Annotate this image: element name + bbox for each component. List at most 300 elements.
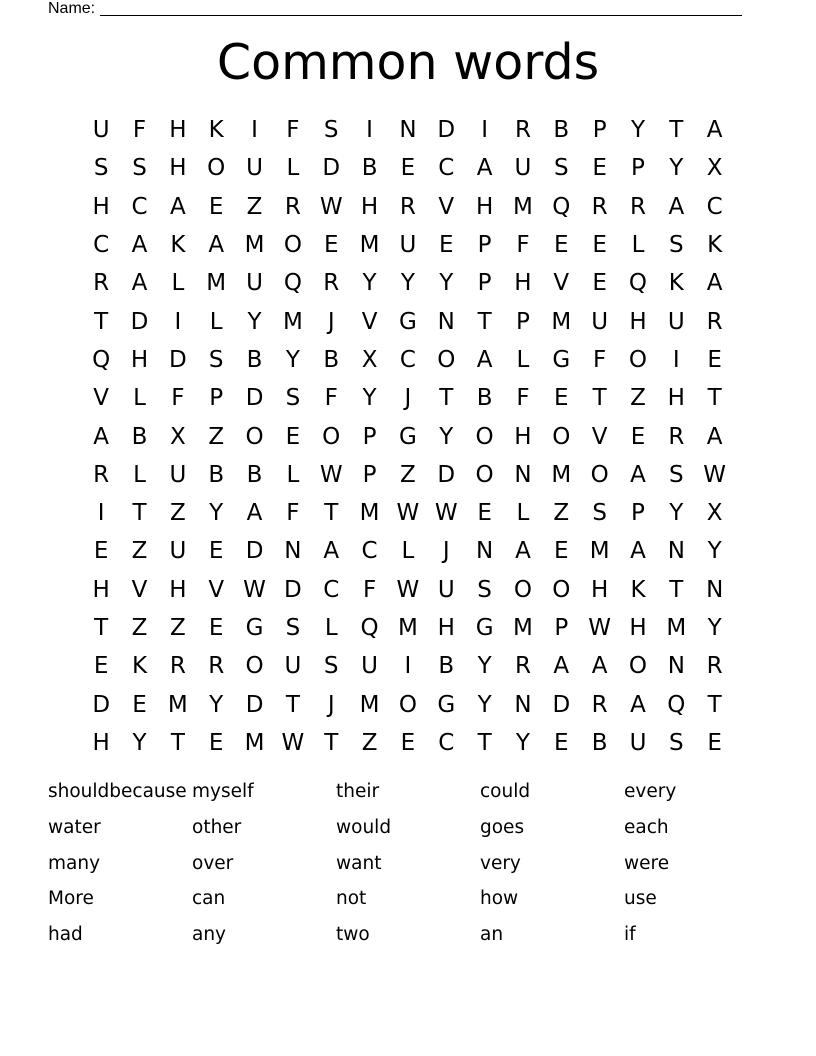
grid-letter[interactable]: D [130, 308, 149, 335]
grid-letter[interactable]: A [323, 538, 340, 565]
grid-letter[interactable]: W [319, 193, 343, 220]
grid-letter[interactable]: F [362, 576, 377, 603]
grid-letter[interactable]: O [437, 346, 456, 373]
grid-letter[interactable]: R [323, 270, 340, 297]
grid-letter[interactable]: Y [477, 653, 492, 680]
grid-letter[interactable]: H [514, 423, 532, 450]
grid-letter[interactable]: P [362, 423, 377, 450]
grid-letter[interactable]: C [438, 155, 455, 182]
grid-letter[interactable]: N [437, 308, 455, 335]
grid-letter[interactable]: T [477, 308, 492, 335]
grid-letter[interactable]: L [631, 232, 645, 259]
grid-letter[interactable]: A [668, 193, 685, 220]
grid-letter[interactable]: B [131, 423, 148, 450]
grid-letter[interactable]: U [246, 270, 263, 297]
grid-letter[interactable]: Z [400, 461, 416, 488]
grid-letter[interactable]: P [554, 615, 569, 641]
grid-letter[interactable]: A [131, 232, 148, 259]
grid-letter[interactable]: M [589, 538, 610, 565]
grid-letter[interactable]: A [706, 117, 723, 144]
grid-letter[interactable]: L [209, 308, 223, 335]
grid-letter[interactable]: I [404, 653, 412, 680]
grid-letter[interactable]: W [319, 461, 343, 488]
grid-letter[interactable]: O [513, 576, 532, 603]
grid-letter[interactable]: F [171, 385, 185, 412]
grid-letter[interactable]: Y [209, 691, 224, 718]
grid-letter[interactable]: T [592, 385, 607, 412]
grid-letter[interactable]: N [514, 461, 532, 488]
grid-letter[interactable]: Z [630, 385, 646, 412]
grid-letter[interactable]: A [553, 653, 570, 680]
grid-letter[interactable]: Y [209, 500, 224, 527]
grid-letter[interactable]: Z [131, 615, 148, 641]
grid-letter[interactable]: M [359, 500, 380, 527]
grid-letter[interactable]: V [438, 193, 455, 220]
grid-letter[interactable]: T [285, 691, 300, 718]
grid-letter[interactable]: V [93, 385, 110, 412]
grid-letter[interactable]: N [514, 691, 532, 718]
grid-letter[interactable]: A [208, 232, 225, 259]
grid-letter[interactable]: Y [630, 117, 646, 144]
grid-letter[interactable]: D [245, 385, 264, 412]
grid-letter[interactable]: O [283, 232, 302, 259]
grid-letter[interactable]: M [551, 308, 572, 335]
grid-letter[interactable]: U [284, 653, 302, 680]
grid-letter[interactable]: Y [285, 346, 300, 373]
grid-letter[interactable]: E [592, 270, 607, 297]
grid-letter[interactable]: K [707, 232, 723, 259]
grid-letter[interactable]: U [591, 308, 609, 335]
grid-letter[interactable]: F [516, 385, 530, 412]
grid-letter[interactable]: S [323, 653, 339, 680]
grid-letter[interactable]: D [552, 691, 571, 718]
grid-letter[interactable]: E [400, 155, 416, 182]
grid-letter[interactable]: C [399, 346, 416, 373]
grid-letter[interactable]: V [591, 423, 608, 450]
grid-letter[interactable]: Z [169, 500, 186, 527]
grid-letter[interactable]: A [706, 270, 723, 297]
grid-letter[interactable]: E [208, 193, 224, 220]
grid-letter[interactable]: E [132, 691, 147, 718]
grid-letter[interactable]: F [516, 232, 530, 259]
grid-letter[interactable]: O [628, 346, 648, 373]
grid-letter[interactable]: E [208, 615, 224, 641]
grid-letter[interactable]: Y [707, 615, 722, 641]
grid-letter[interactable]: O [245, 423, 264, 450]
grid-letter[interactable]: E [707, 346, 722, 373]
grid-letter[interactable]: P [516, 308, 530, 335]
grid-letter[interactable]: W [396, 500, 420, 527]
grid-letter[interactable]: F [593, 346, 607, 373]
grid-letter[interactable]: K [208, 117, 224, 144]
grid-letter[interactable]: H [92, 729, 110, 756]
grid-letter[interactable]: H [169, 576, 187, 603]
grid-letter[interactable]: W [434, 500, 458, 527]
grid-letter[interactable]: Y [439, 270, 454, 297]
grid-letter[interactable]: Q [283, 270, 302, 297]
grid-letter[interactable]: U [361, 653, 378, 680]
grid-letter[interactable]: U [246, 155, 263, 182]
grid-letter[interactable]: R [169, 653, 186, 680]
grid-letter[interactable]: V [131, 576, 148, 603]
grid-letter[interactable]: S [285, 385, 301, 412]
grid-letter[interactable]: O [628, 653, 648, 680]
grid-letter[interactable]: F [324, 385, 338, 412]
grid-letter[interactable]: A [591, 653, 608, 680]
grid-letter[interactable]: V [553, 270, 570, 297]
grid-letter[interactable]: Y [515, 729, 530, 756]
grid-letter[interactable]: Z [131, 538, 148, 565]
grid-letter[interactable]: X [361, 346, 378, 373]
grid-letter[interactable]: U [437, 576, 455, 603]
grid-letter[interactable]: T [170, 729, 185, 756]
grid-letter[interactable]: O [398, 691, 417, 718]
grid-letter[interactable]: L [401, 538, 415, 565]
grid-letter[interactable]: J [442, 538, 450, 565]
grid-letter[interactable]: E [707, 729, 722, 756]
grid-letter[interactable]: S [93, 155, 109, 182]
grid-letter[interactable]: N [706, 576, 724, 603]
grid-letter[interactable]: H [667, 385, 685, 412]
grid-letter[interactable]: M [397, 615, 418, 641]
grid-letter[interactable]: R [284, 193, 301, 220]
grid-letter[interactable]: Q [92, 346, 111, 373]
grid-letter[interactable]: D [169, 346, 187, 373]
grid-letter[interactable]: G [475, 615, 494, 641]
grid-letter[interactable]: E [554, 385, 569, 412]
grid-letter[interactable]: U [169, 461, 187, 488]
grid-letter[interactable]: U [629, 729, 647, 756]
grid-letter[interactable]: C [93, 232, 110, 259]
grid-letter[interactable]: L [133, 385, 146, 412]
grid-letter[interactable]: I [251, 117, 258, 144]
grid-letter[interactable]: C [131, 193, 148, 220]
grid-letter[interactable]: F [132, 117, 147, 144]
grid-letter[interactable]: S [323, 117, 339, 144]
grid-letter[interactable]: P [631, 500, 645, 527]
grid-letter[interactable]: I [97, 500, 105, 527]
grid-letter[interactable]: D [437, 117, 456, 144]
grid-letter[interactable]: E [592, 155, 607, 182]
word-bank-item: More [48, 888, 94, 910]
grid-letter[interactable]: R [514, 653, 531, 680]
grid-letter[interactable]: V [361, 308, 378, 335]
grid-letter[interactable]: M [551, 461, 572, 488]
grid-letter[interactable]: V [208, 576, 225, 603]
grid-letter[interactable]: E [93, 653, 109, 680]
grid-letter[interactable]: I [174, 308, 182, 335]
grid-letter[interactable]: P [477, 270, 492, 297]
grid-letter[interactable]: A [706, 423, 723, 450]
grid-letter[interactable]: I [481, 117, 488, 144]
grid-letter[interactable]: X [706, 155, 723, 182]
grid-letter[interactable]: N [399, 117, 417, 144]
grid-letter[interactable]: S [669, 461, 684, 488]
grid-letter[interactable]: M [167, 691, 188, 718]
name-blank-line[interactable] [100, 0, 742, 16]
grid-letter[interactable]: T [477, 729, 492, 756]
grid-letter[interactable]: N [284, 538, 302, 565]
grid-letter[interactable]: P [362, 461, 377, 488]
grid-letter[interactable]: Y [477, 691, 492, 718]
grid-letter[interactable]: M [206, 270, 227, 297]
grid-letter[interactable]: Y [669, 500, 684, 527]
grid-letter[interactable]: T [132, 500, 147, 527]
grid-letter[interactable]: K [668, 270, 684, 297]
grid-letter[interactable]: H [92, 193, 110, 220]
grid-letter[interactable]: T [324, 500, 339, 527]
grid-letter[interactable]: O [245, 653, 264, 680]
grid-letter[interactable]: O [322, 423, 341, 450]
grid-letter[interactable]: R [629, 193, 646, 220]
word-bank-row [48, 881, 768, 917]
grid-letter[interactable]: L [133, 461, 146, 488]
grid-letter[interactable]: E [400, 729, 416, 756]
grid-letter[interactable]: E [630, 423, 646, 450]
grid-letter[interactable]: H [475, 193, 494, 220]
grid-letter[interactable]: B [323, 346, 340, 373]
grid-letter[interactable]: H [629, 615, 647, 641]
grid-letter[interactable]: M [359, 232, 380, 259]
grid-letter[interactable]: L [516, 500, 530, 527]
grid-letter[interactable]: D [92, 691, 111, 718]
grid-letter[interactable]: W [703, 461, 727, 488]
grid-letter[interactable]: M [513, 615, 533, 641]
grid-letter[interactable]: R [591, 691, 608, 718]
grid-letter[interactable]: Q [628, 270, 648, 297]
grid-letter[interactable]: E [592, 232, 607, 259]
grid-row [82, 149, 734, 187]
grid-letter[interactable]: T [94, 308, 109, 335]
grid-letter[interactable]: Y [362, 385, 377, 412]
grid-letter[interactable]: T [94, 615, 109, 641]
grid-letter[interactable]: T [669, 576, 684, 603]
grid-letter[interactable]: A [630, 461, 646, 488]
grid-letter[interactable]: H [169, 117, 187, 144]
grid-letter[interactable]: X [169, 423, 186, 450]
grid-letter[interactable]: G [437, 691, 456, 718]
grid-letter[interactable]: A [246, 500, 263, 527]
grid-letter[interactable]: I [366, 117, 373, 144]
grid-letter[interactable]: T [669, 117, 684, 144]
grid-letter[interactable]: O [475, 423, 494, 450]
grid-letter[interactable]: C [361, 538, 378, 565]
grid-letter[interactable]: X [706, 500, 723, 527]
grid-letter[interactable]: P [631, 155, 645, 182]
grid-letter[interactable]: E [554, 232, 569, 259]
grid-letter[interactable]: R [514, 117, 531, 144]
word-bank-item: many [48, 852, 101, 874]
grid-letter[interactable]: K [630, 576, 646, 603]
grid-letter[interactable]: E [208, 729, 224, 756]
grid-letter[interactable]: W [588, 615, 612, 641]
grid-letter[interactable]: Y [707, 538, 722, 565]
grid-letter[interactable]: S [669, 729, 684, 756]
grid-letter[interactable]: R [668, 423, 685, 450]
grid-letter[interactable]: B [246, 346, 263, 373]
grid-letter[interactable]: L [516, 346, 530, 373]
grid-letter[interactable]: T [707, 385, 722, 412]
grid-letter[interactable]: U [169, 538, 187, 565]
grid-letter[interactable]: H [92, 576, 110, 603]
grid-letter[interactable]: A [630, 538, 646, 565]
grid-letter[interactable]: A [93, 423, 110, 450]
grid-letter[interactable]: A [630, 691, 646, 718]
grid-letter[interactable]: C [438, 729, 455, 756]
grid-letter[interactable]: D [284, 576, 302, 603]
grid-letter[interactable]: P [209, 385, 224, 412]
grid-letter[interactable]: U [399, 232, 417, 259]
word-bank-item: their [336, 780, 380, 802]
grid-letter[interactable]: O [475, 461, 494, 488]
word-bank-row [48, 846, 768, 882]
grid-letter[interactable]: U [667, 308, 685, 335]
grid-letter[interactable]: M [513, 193, 533, 220]
grid-letter[interactable]: N [476, 538, 494, 565]
grid-letter[interactable]: J [404, 385, 412, 412]
grid-letter[interactable]: S [285, 615, 301, 641]
grid-letter[interactable]: B [591, 729, 608, 756]
grid-letter[interactable]: L [286, 155, 300, 182]
grid-letter[interactable]: G [552, 346, 571, 373]
grid-letter[interactable]: A [169, 193, 186, 220]
grid-letter[interactable]: Y [439, 423, 454, 450]
grid-letter[interactable]: S [553, 155, 569, 182]
grid-letter[interactable]: U [514, 155, 532, 182]
grid-letter[interactable]: W [396, 576, 420, 603]
grid-letter[interactable]: C [323, 576, 340, 603]
grid-letter[interactable]: T [324, 729, 339, 756]
grid-letter[interactable]: S [669, 232, 684, 259]
grid-letter[interactable]: Z [246, 193, 263, 220]
grid-letter[interactable]: S [592, 500, 607, 527]
grid-letter[interactable]: D [245, 538, 264, 565]
grid-letter[interactable]: W [281, 729, 305, 756]
grid-letter[interactable]: Q [667, 691, 686, 718]
word-bank-item: myself [192, 780, 254, 802]
grid-letter[interactable]: G [399, 423, 417, 450]
grid-letter[interactable]: Y [669, 155, 684, 182]
grid-letter[interactable]: B [438, 653, 455, 680]
grid-letter[interactable]: K [131, 653, 148, 680]
grid-letter[interactable]: E [285, 423, 301, 450]
grid-letter[interactable]: O [590, 461, 609, 488]
grid-letter[interactable]: D [322, 155, 341, 182]
grid-letter[interactable]: D [245, 691, 264, 718]
grid-letter[interactable]: E [554, 729, 569, 756]
grid-letter[interactable]: E [554, 538, 569, 565]
grid-letter[interactable]: Y [247, 308, 262, 335]
grid-letter[interactable]: S [208, 346, 224, 373]
grid-letter[interactable]: R [399, 193, 416, 220]
grid-letter[interactable]: G [245, 615, 264, 641]
grid-letter[interactable]: Z [169, 615, 186, 641]
grid-letter[interactable]: E [438, 232, 454, 259]
grid-letter[interactable]: I [672, 346, 680, 373]
grid-letter[interactable]: R [706, 653, 723, 680]
grid-letter[interactable]: O [552, 576, 571, 603]
grid-letter[interactable]: C [706, 193, 723, 220]
grid-letter[interactable]: P [592, 117, 607, 144]
grid-letter[interactable]: R [93, 270, 110, 297]
grid-letter[interactable]: H [437, 615, 455, 641]
grid-letter[interactable]: L [324, 615, 338, 641]
grid-letter[interactable]: R [208, 653, 225, 680]
grid-letter[interactable]: H [629, 308, 647, 335]
grid-letter[interactable]: B [246, 461, 263, 488]
grid-letter[interactable]: Z [553, 500, 570, 527]
grid-letter[interactable]: J [327, 691, 335, 718]
grid-letter[interactable]: H [514, 270, 532, 297]
grid-letter[interactable]: Y [132, 729, 147, 756]
grid-letter[interactable]: H [169, 155, 187, 182]
grid-letter[interactable]: R [93, 461, 110, 488]
grid-letter[interactable]: A [476, 155, 493, 182]
grid-letter[interactable]: R [706, 308, 723, 335]
grid-letter[interactable]: Y [362, 270, 377, 297]
grid-letter[interactable]: Z [208, 423, 225, 450]
grid-letter[interactable]: S [132, 155, 147, 182]
grid-letter[interactable]: M [666, 615, 687, 641]
grid-letter[interactable]: A [131, 270, 148, 297]
grid-letter[interactable]: E [477, 500, 492, 527]
letter-grid [82, 111, 734, 762]
grid-letter[interactable]: M [282, 308, 303, 335]
grid-letter[interactable]: P [477, 232, 492, 259]
grid-letter[interactable]: Z [361, 729, 378, 756]
grid-letter[interactable]: L [171, 270, 185, 297]
grid-letter[interactable]: Y [400, 270, 415, 297]
grid-letter[interactable]: E [93, 538, 109, 565]
grid-letter[interactable]: E [323, 232, 339, 259]
grid-letter[interactable]: B [476, 385, 493, 412]
grid-letter[interactable]: S [477, 576, 492, 603]
grid-letter[interactable]: E [208, 538, 224, 565]
grid-letter[interactable]: H [590, 576, 609, 603]
word-bank-item: could [480, 780, 531, 802]
grid-letter[interactable]: M [244, 729, 265, 756]
grid-letter[interactable]: H [360, 193, 379, 220]
grid-letter[interactable]: A [476, 346, 493, 373]
grid-letter[interactable]: H [130, 346, 149, 373]
grid-letter[interactable]: Q [360, 615, 379, 641]
grid-letter[interactable]: B [208, 461, 225, 488]
grid-letter[interactable]: K [170, 232, 186, 259]
grid-letter[interactable]: F [286, 500, 300, 527]
grid-letter[interactable]: B [553, 117, 570, 144]
grid-letter[interactable]: M [244, 232, 265, 259]
grid-letter[interactable]: L [286, 461, 300, 488]
grid-letter[interactable]: Q [552, 193, 571, 220]
grid-letter[interactable]: T [439, 385, 454, 412]
grid-letter[interactable]: G [399, 308, 417, 335]
grid-letter[interactable]: F [286, 117, 300, 144]
grid-letter[interactable]: M [359, 691, 380, 718]
grid-letter[interactable]: W [243, 576, 266, 603]
grid-letter[interactable]: U [92, 117, 110, 144]
grid-letter[interactable]: D [437, 461, 456, 488]
word-bank-item: had [48, 924, 83, 946]
grid-letter[interactable]: J [327, 308, 335, 335]
grid-letter[interactable]: O [207, 155, 226, 182]
grid-letter[interactable]: R [591, 193, 608, 220]
grid-letter[interactable]: T [707, 691, 722, 718]
grid-letter[interactable]: N [667, 538, 685, 565]
grid-letter[interactable]: O [552, 423, 571, 450]
grid-letter[interactable]: B [361, 155, 378, 182]
grid-letter[interactable]: A [515, 538, 531, 565]
grid-letter[interactable]: N [667, 653, 685, 680]
